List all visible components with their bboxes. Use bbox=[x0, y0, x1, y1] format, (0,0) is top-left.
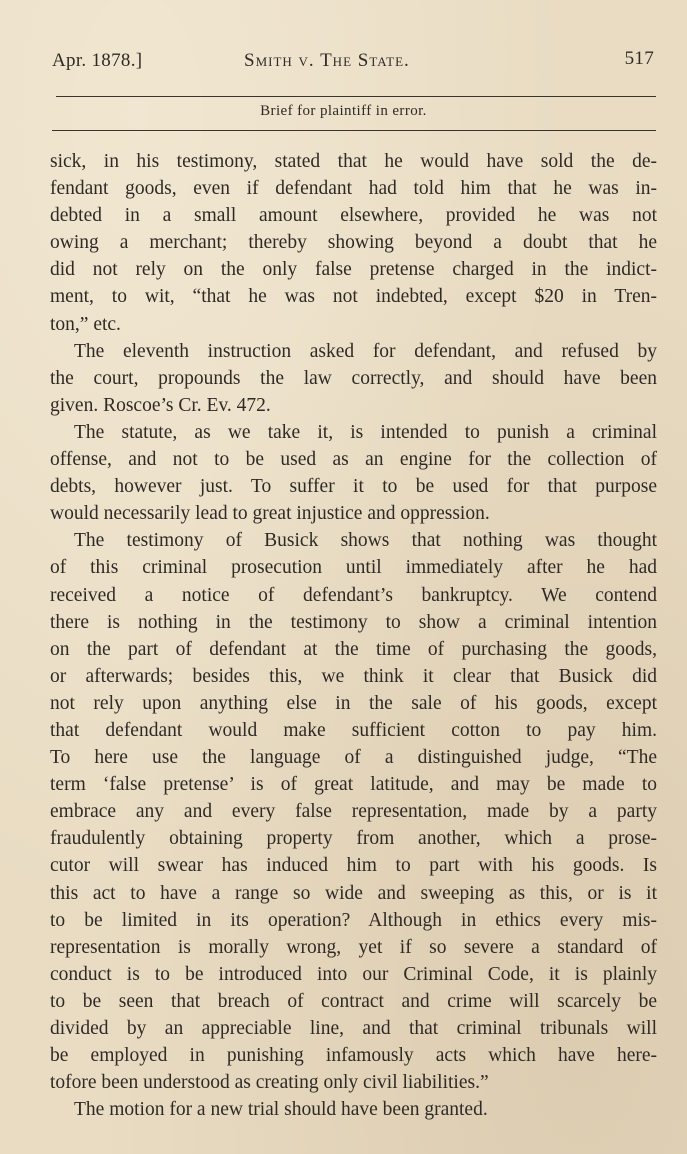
header-rule-top bbox=[56, 96, 656, 97]
text-line: divided by an appreciable line, and that criminal tribunals will bbox=[50, 1018, 657, 1039]
text-line: tofore been understood as creating only civil liabilities.” bbox=[50, 1072, 489, 1094]
text-line: fraudulently obtaining property from another, which a prose- bbox=[50, 828, 657, 850]
paragraph-start-line: The eleventh instruction asked for defendant, and refused by bbox=[74, 340, 657, 362]
text-line: of this criminal prosecution until immediately after he had bbox=[50, 557, 657, 579]
text-line: or afterwards; besides this, we think it clear that Busick did bbox=[50, 665, 657, 687]
text-line: the court, propounds the law correctly, and should have been bbox=[50, 367, 657, 389]
text-line: did not rely on the only false pretense charged in the indict- bbox=[50, 259, 657, 281]
header-case-title: Smith v. The State. bbox=[244, 50, 410, 71]
text-line: embrace any and every false representation, made by a party bbox=[50, 801, 657, 823]
paragraph-start-line: The statute, as we take it, is intended to punish a criminal bbox=[74, 421, 657, 443]
text-line: would necessarily lead to great injustice and oppression. bbox=[50, 503, 490, 525]
text-line: fendant goods, even if defendant had told him that he was in- bbox=[50, 178, 657, 200]
text-line: to be limited in its operation? Although in ethics every mis- bbox=[50, 909, 657, 931]
text-line: cutor will swear has induced him to part with his goods. Is bbox=[50, 855, 657, 877]
text-line: to be seen that breach of contract and crime will scarcely be bbox=[50, 990, 657, 1012]
text-line: on the part of defendant at the time of purchasing the goods, bbox=[50, 638, 657, 660]
page-number: 517 bbox=[624, 48, 654, 69]
text-line: be employed in punishing infamously acts which have here- bbox=[50, 1045, 657, 1067]
text-line: not rely upon anything else in the sale of his goods, except bbox=[50, 692, 657, 714]
text-line: received a notice of defendant’s bankruptcy. We contend bbox=[50, 584, 657, 606]
text-line: owing a merchant; thereby showing beyond a doubt that he bbox=[50, 232, 657, 254]
section-subheader: Brief for plaintiff in error. bbox=[260, 103, 427, 119]
text-line: this act to have a range so wide and sweeping as this, or is it bbox=[50, 882, 657, 904]
header-date: Apr. 1878.] bbox=[52, 50, 143, 71]
text-line: offense, and not to be used as an engine for the collection of bbox=[50, 449, 657, 471]
text-line: ton,” etc. bbox=[50, 313, 121, 335]
text-line: conduct is to be introduced into our Criminal Code, it is plainly bbox=[50, 963, 657, 985]
text-line: ment, to wit, “that he was not indebted, except $20 in Tren- bbox=[50, 286, 657, 308]
text-line: that defendant would make sufficient cotton to pay him. bbox=[50, 719, 657, 741]
text-line: To here use the language of a distinguished judge, “The bbox=[50, 747, 657, 769]
text-line: there is nothing in the testimony to show a criminal intention bbox=[50, 611, 657, 633]
text-line: sick, in his testimony, stated that he would have sold the de- bbox=[50, 151, 657, 172]
text-line: term ‘false pretense’ is of great latitude, and may be made to bbox=[50, 774, 657, 796]
text-line: debted in a small amount elsewhere, provided he was not bbox=[50, 205, 657, 227]
text-line: debts, however just. To suffer it to be used for that purpose bbox=[50, 476, 657, 498]
running-head bbox=[52, 48, 658, 78]
paragraph-start-line: The motion for a new trial should have been granted. bbox=[74, 1099, 488, 1121]
paragraph-start-line: The testimony of Busick shows that nothing was thought bbox=[74, 530, 657, 552]
text-line: representation is morally wrong, yet if so severe a standard of bbox=[50, 936, 657, 958]
text-line: given. Roscoe’s Cr. Ev. 472. bbox=[50, 394, 271, 416]
header-rule-bottom bbox=[52, 130, 656, 131]
body-text bbox=[50, 148, 657, 1123]
